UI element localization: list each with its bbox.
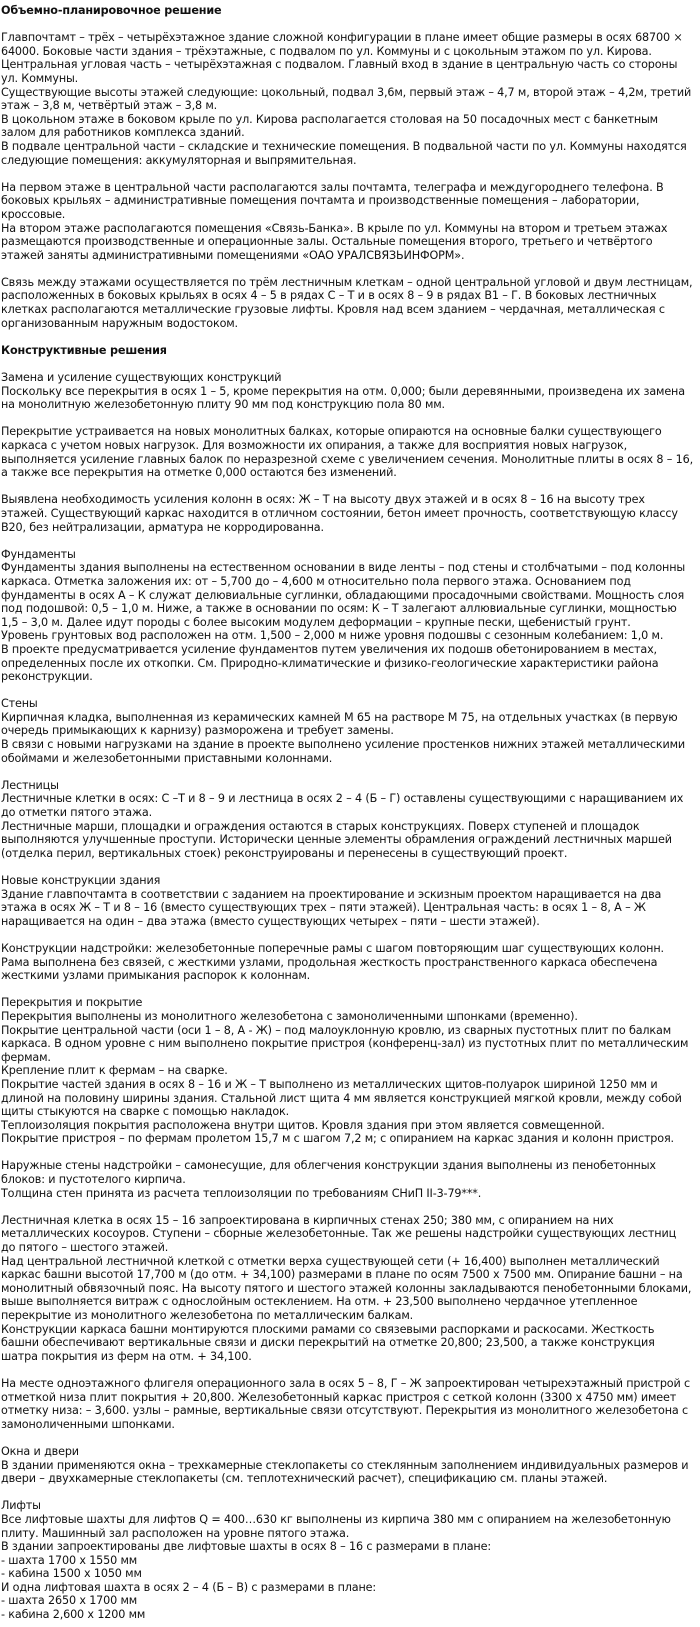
paragraph-line: Существующие высоты этажей следующие: цокольный, подвал 3,6м, первый этаж – 4,7 м, второй этаж – 4,2м, третий этаж – 3,8 м, четвёртый этаж – 3,8 м. xyxy=(1,85,692,113)
paragraph-line: Окна и двери xyxy=(1,1444,79,1458)
paragraph-line: Над центральной лестничной клеткой с отметки верха существующей сети (+ 16,400) выполнен металлический каркас башни высотой 17,700 м (до отм. + 34,100) размерами в плане по осям 7500 х 7500 мм. Опирание башни – на монолитный обвязочный пояс. На высоту пятого и шестого этажей колонны закладываются пенобетонными блоками, выше выполняется витраж с однослойным остеклением. На отм. + 23,500 выполнено чердачное утепленное перекрытие из монолитного железобетона по металлическим балкам. xyxy=(1,1254,692,1322)
paragraph-line: - кабина 2,600 х 1200 мм xyxy=(1,1608,146,1622)
paragraph-gap xyxy=(1,357,693,371)
paragraph-gap xyxy=(1,534,693,548)
paragraph-line: Лестничная клетка в осях 15 – 16 запроектирована в кирпичных стенах 250; 380 мм, с опиранием на них металлических косоуров. Ступени – сборные железобетонные. Так же решены надстройки существующих лестниц до пятого – шестого этажей. xyxy=(1,1213,677,1255)
paragraph-line: На месте одноэтажного флигеля операционного зала в осях 5 – 8, Г – Ж запроектирован четырехэтажный пристрой с отметкой низа плит покрытия + 20,800. Железобетонный каркас пристроя с сеткой колонн (3300 х 4750 мм) имеет отметку низа: – 3,600. узлы – рамные, вертикальные связи отсутствуют. Перекрытия из монолитного железобетона с замоноличенными шпонками. xyxy=(1,1376,690,1431)
paragraph-line: В цокольном этаже в боковом крыле по ул. Кирова располагается столовая на 50 посадочных мест с банкетным залом для работников комплекса зданий. xyxy=(1,112,658,140)
section-heading: Объемно-планировочное решение xyxy=(1,4,222,17)
paragraph-line: Уровень грунтовых вод расположен на отм. 1,500 – 2,000 м ниже уровня подошвы с сезонным колебанием: 1,0 м. xyxy=(1,629,664,643)
paragraph-gap xyxy=(1,480,693,494)
paragraph-gap xyxy=(1,412,693,426)
paragraph-gap xyxy=(1,684,693,698)
paragraph-gap xyxy=(1,18,693,32)
paragraph-line: На втором этаже располагаются помещения «Связь-Банка». В крыле по ул. Коммуны на втором и третьем этажах размещаются производственные и операционные залы. Остальные помещения второго, третьего и четвёртого этажей заняты административными помещениями «ОАО УРАЛСВЯЗЬИНФОРМ». xyxy=(1,221,668,262)
paragraph-line: Покрытие частей здания в осях 8 – 16 и Ж – Т выполнено из металлических щитов-полуарок шириной 1250 мм и длиной на половину ширины здания. Стальной лист щита 4 мм является конструкцией мягкой кровли, между собой щиты стыкуются на сварке с помощью накладок. xyxy=(1,1077,682,1119)
paragraph-line: Главпочтамт – трёх – четырёхэтажное здание сложной конфигурации в плане имеет общие размеры в осях 68700 × 64000. Боковые части здания – трёхэтажные, с подвалом по ул. Коммуны и с цокольным этажом по ул. Кирова. Центральная угловая часть – четырёхэтажная с подвалом. Главный вход в здание в центральную часть со стороны ул. Коммуны. xyxy=(1,31,683,85)
paragraph-line: В связи с новыми нагрузками на здание в проекте выполнено усиление простенков нижних этажей металлическими обоймами и железобетонными приставными колоннами. xyxy=(1,738,686,765)
paragraph-line: Покрытие центральной части (оси 1 – 8, А - Ж) – под малоуклонную кровлю, из сварных пустотных плит по балкам каркаса. В одном уровне с ним выполнено покрытие пристроя (конференц-зал) из пустотных плит по металлическим фермам. xyxy=(1,1023,689,1064)
paragraph-line: Наружные стены надстройки – самонесущие, для облегчения конструкции здания выполнены из пенобетонных блоков: и пустотелого кирпича. xyxy=(1,1159,656,1187)
paragraph-line: - шахта 2650 х 1700 мм xyxy=(1,1594,138,1608)
paragraph-line: Толщина стен принята из расчета теплоизоляции по требованиям СНиП II-3-79***. xyxy=(1,1186,482,1200)
paragraph-line: Стены xyxy=(1,697,38,711)
paragraph-gap xyxy=(1,983,693,997)
paragraph-line: - шахта 1700 х 1550 мм xyxy=(1,1553,138,1567)
paragraph-line: В здании запроектированы две лифтовые шахты в осях 8 – 16 с размерами в плане: xyxy=(1,1540,491,1554)
paragraph-gap xyxy=(1,928,693,942)
paragraph-line: Перекрытие устраивается на новых монолитных балках, которые опираются на основные балки существующего каркаса с учетом новых нагрузок. Для возможности их опирания, а также для восприятия новых нагрузок, выполняется усиление главных балок по неразрезной схеме с увеличением сечения. Монолитные плиты в осях 8 – 16, а также все перекрытия на отметке 0,000 остаются без изменений. xyxy=(1,425,693,480)
paragraph-line: Здание главпочтамта в соответствии с заданием на проектирование и эскизным проектом наращивается на два этажа в осях Ж – Т и 8 – 16 (вместо существующих трех – пяти этажей). Центральная часть: в осях 1 – 8, А – Ж наращивается на один – два этажа (вместо существующих четырех – пяти – шести этажей). xyxy=(1,887,662,928)
paragraph-line: Перекрытия выполнены из монолитного железобетона с замоноличенными шпонками (временно). xyxy=(1,1009,578,1023)
paragraph-gap xyxy=(1,262,693,276)
paragraph-line: Перекрытия и покрытие xyxy=(1,996,143,1010)
paragraph-line: Все лифтовые шахты для лифтов Q = 400…630 кг выполнены из кирпича 380 мм с опиранием на железобетонную плиту. Машинный зал расположен на уровне пятого этажа. xyxy=(1,1512,671,1540)
paragraph-line: Выявлена необходимость усиления колонн в осях: Ж – Т на высоту двух этажей и в осях 8 – 16 на высоту трех этажей. Существующий каркас находится в отличном состоянии, бетон имеет прочность, соответствующую классу В20, без нейтрализации, арматура не корродированна. xyxy=(1,493,678,534)
paragraph-line: И одна лифтовая шахта в осях 2 – 4 (Б – В) с размерами в плане: xyxy=(1,1580,376,1594)
paragraph-line: В подвале центральной части – складские и технические помещения. В подвальной части по ул. Коммуны находятся следующие помещения: аккумуляторная и выпрямительная. xyxy=(1,139,687,167)
paragraph-line: В проекте предусматривается усиление фундаментов путем увеличения их подошв обетонированием в местах, определенных после их откопки. См. Природно-климатические и физико-геологические характеристики района реконструкции. xyxy=(1,642,659,684)
paragraph-line: Конструкции каркаса башни монтируются плоскими рамами со связевыми распорками и раскосами. Жесткость башни обеспечивают вертикальные связи и диски перекрытий на отметке 20,800; 23,500, а также конструкция шатра покрытия из ферм на отм. + 34,100. xyxy=(1,1322,655,1363)
paragraph-line: - кабина 1500 х 1050 мм xyxy=(1,1567,142,1581)
paragraph-line: Конструкции надстройки: железобетонные поперечные рамы с шагом повторяющим шаг существующих колонн. Рама выполнена без связей, с жесткими узлами, продольная жесткость пространственного каркаса обеспечена жесткими узлами примыкания распорок к колоннам. xyxy=(1,941,664,983)
paragraph-line: На первом этаже в центральной части располагаются залы почтамта, телеграфа и междугороднего телефона. В боковых крыльях – административные помещения почтамта и производственные помещения – лаборатории, кроссовые. xyxy=(1,180,664,221)
paragraph-line: Новые конструкции здания xyxy=(1,874,161,887)
paragraph-line: Крепление плит к фермам – на сварке. xyxy=(1,1064,228,1078)
paragraph-line: В здании применяются окна – трехкамерные стеклопакеты со стеклянным заполнением индивидуальных размеров и двери – двухкамерные стеклопакеты (см. теплотехнический расчет), спецификацию см. планы этажей. xyxy=(1,1458,689,1486)
paragraph-line: Лестничные клетки в осях: С –Т и 8 – 9 и лестница в осях 2 – 4 (Б – Г) оставлены существующими с наращиванием их до отметки пятого этажа. xyxy=(1,792,684,820)
paragraph-line: Лифты xyxy=(1,1499,41,1513)
paragraph-gap xyxy=(1,1363,693,1377)
paragraph-line: Лестницы xyxy=(1,778,59,792)
paragraph-line: Поскольку все перекрытия в осях 1 – 5, кроме перекрытия на отм. 0,000; были деревянными, произведена их замена на монолитную железобетонную плиту 90 мм под конструкцию пола 80 мм. xyxy=(1,384,685,412)
paragraph-line: Связь между этажами осуществляется по трём лестничным клеткам – одной центральной угловой и двум лестницам, расположенных в боковых крыльях в осях 4 – 5 в рядах С – Т и в осях 8 – 9 в рядах В1 – Г. В боковых лестничных клетках располагаются металлические грузовые лифты. Кровля над всем зданием – чердачная, металлическая с организованным наружным водостоком. xyxy=(1,275,693,330)
paragraph-gap xyxy=(1,167,693,181)
paragraph-line: Фундаменты здания выполнены на естественном основании в виде ленты – под стены и столбчатыми – под колонны каркаса. Отметка заложения их: от – 5,700 до – 4,600 м относительно пола первого этажа. Основанием под фундаменты в осях А – К служат делювиальные суглинки, обладающими просадочными свойствами. Мощность слоя под подошвой: 0,5 – 1,0 м. Ниже, а также в основании по осям: К – Т залегают аллювиальные суглинки, мощностью 1,5 – 3,0 м. Далее идут породы с более высоким модулем деформации – крупные пески, щебенистый грунт. xyxy=(1,561,686,629)
paragraph-line: Кирпичная кладка, выполненная из керамических камней М 65 на растворе М 75, на отдельных участках (в первую очередь примыкающих к карнизу) разморожена и требует замены. xyxy=(1,710,678,738)
paragraph-gap xyxy=(1,860,693,874)
section-heading: Конструктивные решения xyxy=(1,343,167,357)
paragraph-gap xyxy=(1,1431,693,1445)
paragraph-gap xyxy=(1,765,693,779)
paragraph-line: Лестничные марши, площадки и ограждения остаются в старых конструкциях. Поверх ступеней и площадок выполняются улучшенные проступи. Исторически ценные элементы обрамления ограждений лестничных маршей (отделка перил, вертикальных стоек) реконструированы и перенесены в существующий проект. xyxy=(1,819,672,860)
paragraph-gap xyxy=(1,1200,693,1214)
paragraph-gap xyxy=(1,1146,693,1160)
paragraph-line: Замена и усиление существующих конструкций xyxy=(1,371,282,385)
paragraph-line: Фундаменты xyxy=(1,547,76,561)
paragraph-gap xyxy=(1,330,693,344)
paragraph-line: Теплоизоляция покрытия расположена внутри щитов. Кровля здания при этом является совмещенной. xyxy=(1,1118,605,1132)
paragraph-line: Покрытие пристроя – по фермам пролетом 15,7 м с шагом 7,2 м; с опиранием на каркас здания и колонн пристроя. xyxy=(1,1132,674,1146)
paragraph-gap xyxy=(1,1486,693,1500)
